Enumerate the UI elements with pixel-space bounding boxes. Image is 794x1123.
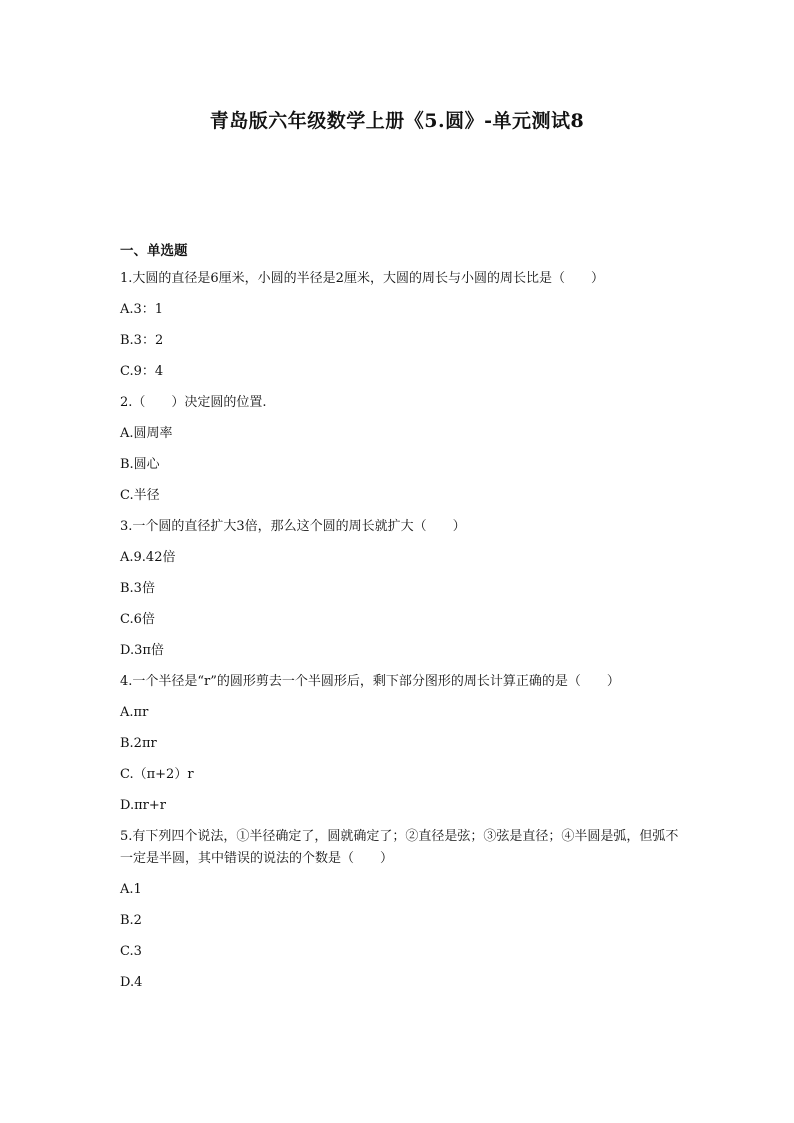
- option-4c: C.（π+2）r: [120, 767, 194, 782]
- option-3a: A.9.42倍: [120, 550, 176, 565]
- option-2a: A.圆周率: [120, 426, 173, 441]
- option-3b: B.3倍: [120, 581, 155, 596]
- option-5d: D.4: [120, 975, 143, 990]
- question-text: 2.（ ）决定圆的位置.: [120, 395, 267, 410]
- option-5b: B.2: [120, 913, 142, 928]
- question-2: [120, 392, 690, 414]
- option-1a: A.3：1: [120, 302, 164, 317]
- option-1b: B.3：2: [120, 333, 164, 348]
- option-4b: B.2πr: [120, 736, 157, 751]
- question-4: [120, 671, 690, 693]
- option-5c: C.3: [120, 944, 142, 959]
- question-text: 3.一个圆的直径扩大3倍，那么这个圆的周长就扩大（ ）: [120, 519, 466, 534]
- page-title: 青岛版六年级数学上册《5.圆》-单元测试8: [209, 110, 585, 132]
- question-text: 5.有下列四个说法，①半径确定了，圆就确定了；②直径是弦；③弦是直径；④半圆是弧，但弧不一定是半圆，其中错误的说法的个数是（ ）: [120, 829, 679, 866]
- question-3: [120, 516, 690, 538]
- question-list: [120, 268, 690, 1003]
- option-3d: D.3π倍: [120, 643, 164, 658]
- question-1: [120, 268, 690, 290]
- question-5: [120, 826, 690, 870]
- option-4a: A.πr: [120, 705, 149, 720]
- option-1c: C.9：4: [120, 364, 164, 379]
- question-text: 1.大圆的直径是6厘米，小圆的半径是2厘米，大圆的周长与小圆的周长比是（ ）: [120, 271, 604, 286]
- option-5a: A.1: [120, 882, 142, 897]
- option-3c: C.6倍: [120, 612, 155, 627]
- option-4d: D.πr+r: [120, 798, 166, 813]
- section-heading: 一、单选题: [120, 243, 188, 259]
- question-text: 4.一个半径是“r”的圆形剪去一个半圆形后，剩下部分图形的周长计算正确的是（ ）: [120, 674, 620, 689]
- option-2b: B.圆心: [120, 457, 160, 472]
- option-2c: C.半径: [120, 488, 160, 503]
